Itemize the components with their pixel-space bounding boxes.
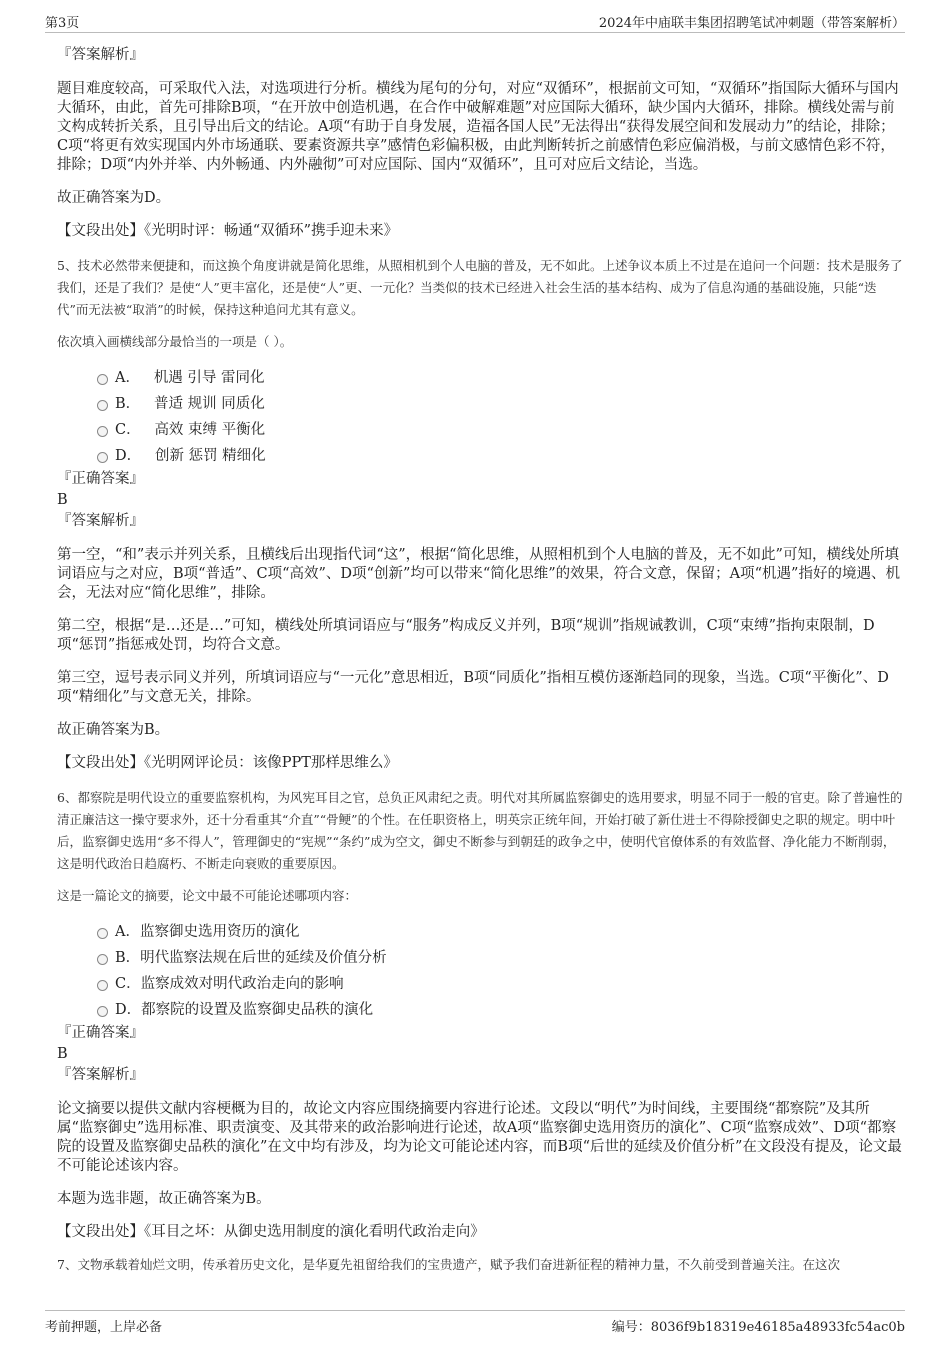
q5-answer: B [57, 492, 68, 508]
q5-option-d[interactable]: D． 创新 惩罚 精细化 [57, 443, 903, 469]
page-content [57, 45, 903, 1276]
radio-icon[interactable] [97, 426, 108, 437]
q5-conclusion: 故正确答案为B。 [57, 722, 170, 738]
q4-source: 【文段出处】《光明时评：畅通“双循环”携手迎未来》 [57, 223, 399, 239]
radio-icon[interactable] [97, 980, 108, 991]
document-title: 2024年中庙联丰集团招聘笔试冲刺题（带答案解析） [598, 16, 905, 31]
q5-option-a[interactable]: A． 机遇 引导 雷同化 [57, 365, 903, 391]
q4-analysis-label: 『答案解析』 [57, 47, 144, 63]
q4-conclusion: 故正确答案为D。 [57, 190, 171, 206]
q5-stem: 5、技术必然带来便捷和，而这换个角度讲就是简化思维，从照相机到个人电脑的普及，无不如此。上述争议本质上不过是在追问一个问题：技术是服务了我们，还是了我们？是使“人”更丰富化，还是使“人”更、一元化？当类似的技术已经进入社会生活的基本结构、成为了信息沟通的基础设施，只能“迭代”而无法被“取消”的时候，保持这种追问尤其有意义。 [57, 258, 903, 317]
q5-question: 依次填入画横线部分最恰当的一项是（ ）。 [57, 334, 293, 349]
radio-icon[interactable] [97, 400, 108, 411]
q6-options [57, 919, 903, 1023]
q5-option-b[interactable]: B． 普适 规训 同质化 [57, 391, 903, 417]
q6-option-c[interactable]: C．监察成效对明代政治走向的影响 [57, 971, 903, 997]
radio-icon[interactable] [97, 452, 108, 463]
radio-icon[interactable] [97, 1006, 108, 1017]
q6-answer-label: 『正确答案』 [57, 1025, 144, 1041]
radio-icon[interactable] [97, 374, 108, 385]
q5-source: 【文段出处】《光明网评论员：该像PPT那样思维么》 [57, 755, 398, 771]
q6-question: 这是一篇论文的摘要，论文中最不可能论述哪项内容： [57, 888, 358, 903]
q6-option-d[interactable]: D．都察院的设置及监察御史品秩的演化 [57, 997, 903, 1023]
footer-slogan: 考前押题，上岸必备 [45, 1320, 163, 1335]
radio-icon[interactable] [97, 928, 108, 939]
q5-analysis-label: 『答案解析』 [57, 513, 144, 529]
q5-analysis-p1: 第一空，“和”表示并列关系，且横线后出现指代词“这”，根据“简化思维，从照相机到个人电脑的普及，无不如此”可知，横线处所填词语应与之对应，B项“普适”、C项“高效”、D项“创新”均可以带来“简化思维”的效果，符合文意，保留；A项“机遇”指好的境遇、机会，无法对应“简化思维”，排除。 [57, 547, 900, 601]
page-footer [45, 1310, 905, 1339]
q6-option-a[interactable]: A．监察御史选用资历的演化 [57, 919, 903, 945]
q5-analysis-p3: 第三空，逗号表示同义并列，所填词语应与“一元化”意思相近，B项“同质化”指相互模仿逐渐趋同的现象，当选。C项“平衡化”、D项“精细化”与文意无关，排除。 [57, 670, 889, 705]
q6-answer: B [57, 1046, 68, 1062]
q5-analysis-p2: 第二空，根据“是…还是…”可知，横线处所填词语应与“服务”构成反义并列，B项“规训”指规诫教训，C项“束缚”指拘束限制，D项“惩罚”指惩戒处罚，均符合文意。 [57, 618, 875, 653]
q7-stem: 7、文物承载着灿烂文明，传承着历史文化，是华夏先祖留给我们的宝贵遗产，赋予我们奋进新征程的精神力量，不久前受到普遍关注。在这次 [57, 1257, 840, 1272]
q6-conclusion: 本题为选非题，故正确答案为B。 [57, 1191, 271, 1207]
q6-source: 【文段出处】《耳目之坏：从御史选用制度的演化看明代政治走向》 [57, 1224, 485, 1240]
q6-analysis-label: 『答案解析』 [57, 1067, 144, 1083]
page-number: 第3页 [45, 16, 80, 31]
q5-answer-label: 『正确答案』 [57, 471, 144, 487]
page-header [45, 12, 905, 33]
q4-analysis-text: 题目难度较高，可采取代入法，对选项进行分析。横线为尾句的分句，对应“双循环”，根据前文可知，“双循环”指国际大循环与国内大循环，由此，首先可排除B项，“在开放中创造机遇，在合作中破解难题”对应国际大循环，缺少国内大循环，排除。横线处需与前文构成转折关系，且引导出后文的结论。A项“有助于自身发展，造福各国人民”无法得出“获得发展空间和发展动力”的结论，排除；C项“将更有效实现国内外市场通联、要素资源共享”感情色彩偏积极，由此判断转折之前感情色彩应偏消极，与前文感情色彩不符，排除；D项“内外并举、内外畅通、内外融彻”可对应国际、国内“双循环”，且可对应后文结论，当选。 [57, 81, 899, 173]
q5-option-c[interactable]: C． 高效 束缚 平衡化 [57, 417, 903, 443]
document-id: 编号：8036f9b18319e46185a48933fc54ac0b [611, 1320, 905, 1335]
q5-options [57, 365, 903, 469]
radio-icon[interactable] [97, 954, 108, 965]
q6-stem: 6、都察院是明代设立的重要监察机构，为风宪耳目之官，总负正风肃纪之责。明代对其所属监察御史的选用要求，明显不同于一般的官吏。除了普遍性的清正廉洁这一操守要求外，还十分看重其“介直”“骨鲠”的个性。在任职资格上，明英宗正统年间，开始打破了新仕进士不得除授御史之职的规定。明中叶后，监察御史选用“多不得人”，管理御史的“宪规”“条约”成为空文，御史不断参与到朝廷的政争之中，使明代官僚体系的有效监督、净化能力不断削弱，这是明代政治日趋腐朽、不断走向衰败的重要原因。 [57, 790, 903, 871]
q6-analysis-p1: 论文摘要以提供文献内容梗概为目的，故论文内容应围绕摘要内容进行论述。文段以“明代”为时间线，主要围绕“都察院”及其所属“监察御史”选用标准、职责演变、及其带来的政治影响进行论述，故A项“监察御史选用资历的演化”、C项“监察成效”、D项“都察院的设置及监察御史品秩的演化”在文中均有涉及，均为论文可能论述内容，而B项“后世的延续及价值分析”在文段没有提及，论文最不可能论述该内容。 [57, 1101, 902, 1174]
q6-option-b[interactable]: B．明代监察法规在后世的延续及价值分析 [57, 945, 903, 971]
